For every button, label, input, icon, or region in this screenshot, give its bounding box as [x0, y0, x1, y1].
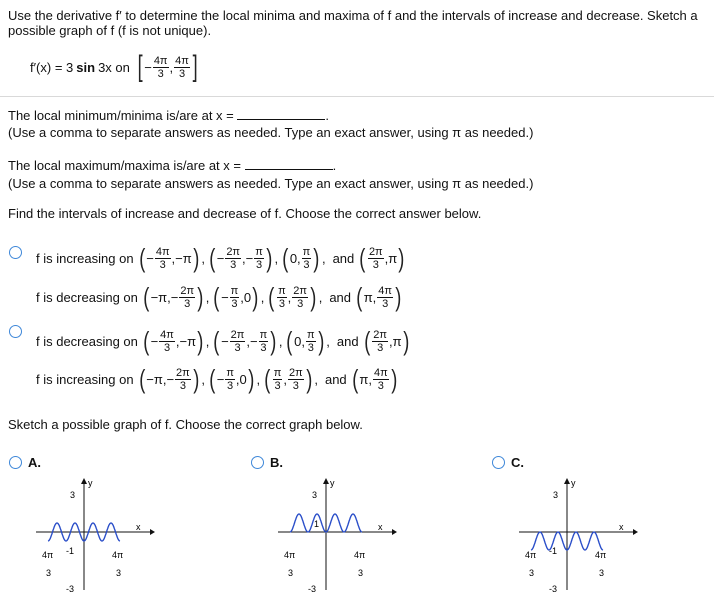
graph-c-y-top: 3 — [553, 490, 559, 500]
domain-right-bracket: ] — [192, 50, 198, 83]
graph-b-y-arrow — [323, 478, 329, 484]
intervals-prompt: Find the intervals of increase and decrease of f. Choose the correct answer below. — [8, 206, 482, 221]
option-1-line-2-label: f is decreasing on — [36, 289, 138, 305]
fprime-expression: f′(x) = 3 sin 3x on [ − $\frac{4\pi}{3}$ , $\frac{4\pi}{3}$ ] — [30, 50, 198, 83]
fprime-sin: sin — [76, 59, 96, 75]
fprime-label: f′(x) = 3 — [30, 59, 74, 75]
option-1-line-1: f is increasing on ( − $\frac{4\pi}{3}$ , − π ) , ( − $\frac{2\pi}{3}$ , − $\frac{\pi}{3}$ ) , ( 0 , $\frac{\pi}{3}$ ) , and ( $\frac{2\pi}{3}$ , π ) — [36, 243, 405, 273]
divider — [0, 96, 714, 97]
graph-a-xl-num: 4π — [42, 550, 54, 560]
minima-prompt: The local minimum/minima is/are at x = — [8, 108, 234, 123]
graph-a-y-top: 3 — [70, 490, 76, 500]
question-intro: Use the derivative f′ to determine the local minima and maxima of f and the intervals of increase and decrease. Sketch a — [8, 8, 698, 23]
graph-c-xl-num: 4π — [525, 550, 537, 560]
graph-c-xr-den: 3 — [599, 568, 605, 578]
graph-c-y-label: y — [571, 478, 576, 488]
graph-c-x-label: x — [619, 522, 624, 532]
graph-b[interactable] — [270, 472, 400, 602]
option-2-line-1: f is decreasing on ( − $\frac{4\pi}{3}$ , − π ) , ( − $\frac{2\pi}{3}$ , − $\frac{\pi}{3}$ ) , ( 0 , $\frac{\pi}{3}$ ) , and ( $\frac{2\pi}{3}$ , π ) — [36, 326, 409, 356]
graph-c-xl-den: 3 — [529, 568, 535, 578]
graph-a-xr-num: 4π — [112, 550, 124, 560]
graph-a-xr-den: 3 — [116, 568, 122, 578]
graph-b-y-bottom: -3 — [308, 584, 317, 594]
graph-b-x-label: x — [378, 522, 383, 532]
choice-b-radio[interactable] — [251, 456, 264, 469]
graph-a[interactable] — [28, 472, 158, 602]
choice-a-label: A. — [28, 455, 41, 470]
graph-a-xl-den: 3 — [46, 568, 52, 578]
graph-a-x-label: x — [136, 522, 141, 532]
graph-b-xl-den: 3 — [288, 568, 294, 578]
minima-question: The local minimum/minima is/are at x = . — [8, 108, 330, 123]
graph-c-y-arrow — [564, 478, 570, 484]
option-1-line-1-label: f is increasing on — [36, 250, 134, 266]
graph-a-y-label: y — [88, 478, 93, 488]
option-1-line-2: f is decreasing on ( − π , − $\frac{2\pi}{3}$ ) , ( − $\frac{\pi}{3}$ , 0 ) , ( $\frac{\pi}{3}$ , $\frac{2\pi}{3}$ ) , and ( π , $\frac{4\pi}{3}$ ) — [36, 282, 402, 312]
question-intro-2: possible graph of f (f is not unique). — [8, 23, 212, 38]
choice-c-label: C. — [511, 455, 524, 470]
option-2-line-2: f is increasing on ( − π , − $\frac{2\pi}{3}$ ) , ( − $\frac{\pi}{3}$ , 0 ) , ( $\frac{\pi}{3}$ , $\frac{2\pi}{3}$ ) , and ( π , $\frac{4\pi}{3}$ ) — [36, 364, 398, 394]
maxima-answer-input[interactable] — [245, 157, 333, 170]
sketch-prompt: Sketch a possible graph of f. Choose the correct graph below. — [8, 417, 363, 432]
fprime-rest: 3x on — [98, 59, 130, 75]
graph-a-y-bottom: -3 — [66, 584, 75, 594]
option-2-line-2-label: f is increasing on — [36, 371, 134, 387]
choice-b-label: B. — [270, 455, 283, 470]
graph-b-xr-den: 3 — [358, 568, 364, 578]
choice-a-radio[interactable] — [9, 456, 22, 469]
graph-c-xr-num: 4π — [595, 550, 607, 560]
graph-a-y-neg-one: -1 — [66, 546, 75, 556]
graph-b-y-label: y — [330, 478, 335, 488]
option-1-radio[interactable] — [9, 246, 22, 259]
graph-c[interactable] — [511, 472, 641, 602]
graph-c-y-neg-one: -1 — [549, 546, 558, 556]
minima-answer-input[interactable] — [237, 107, 325, 120]
graph-a-x-arrow — [150, 529, 155, 535]
graph-b-xl-num: 4π — [284, 550, 296, 560]
domain-right-frac: $\frac{4\pi}{3}$ — [175, 54, 189, 80]
graph-b-y-top: 3 — [312, 490, 318, 500]
graph-c-x-arrow — [633, 529, 638, 535]
graph-a-y-arrow — [81, 478, 87, 484]
domain-left-frac: $\frac{4\pi}{3}$ — [153, 54, 168, 80]
maxima-prompt: The local maximum/maxima is/are at x = — [8, 158, 241, 173]
choice-c-radio[interactable] — [492, 456, 505, 469]
maxima-instructions: (Use a comma to separate answers as needed. Type an exact answer, using π as needed.) — [8, 176, 534, 191]
domain-left-bracket: [ — [137, 50, 143, 83]
graph-b-xr-num: 4π — [354, 550, 366, 560]
graph-b-y-one: 1 — [314, 519, 320, 529]
graph-c-y-bottom: -3 — [549, 584, 558, 594]
domain-neg: − — [144, 59, 152, 75]
option-2-radio[interactable] — [9, 325, 22, 338]
graph-b-x-arrow — [392, 529, 397, 535]
minima-instructions: (Use a comma to separate answers as needed. Type an exact answer, using π as needed.) — [8, 125, 534, 140]
option-2-line-1-label: f is decreasing on — [36, 333, 138, 349]
maxima-question: The local maximum/maxima is/are at x = . — [8, 158, 337, 173]
